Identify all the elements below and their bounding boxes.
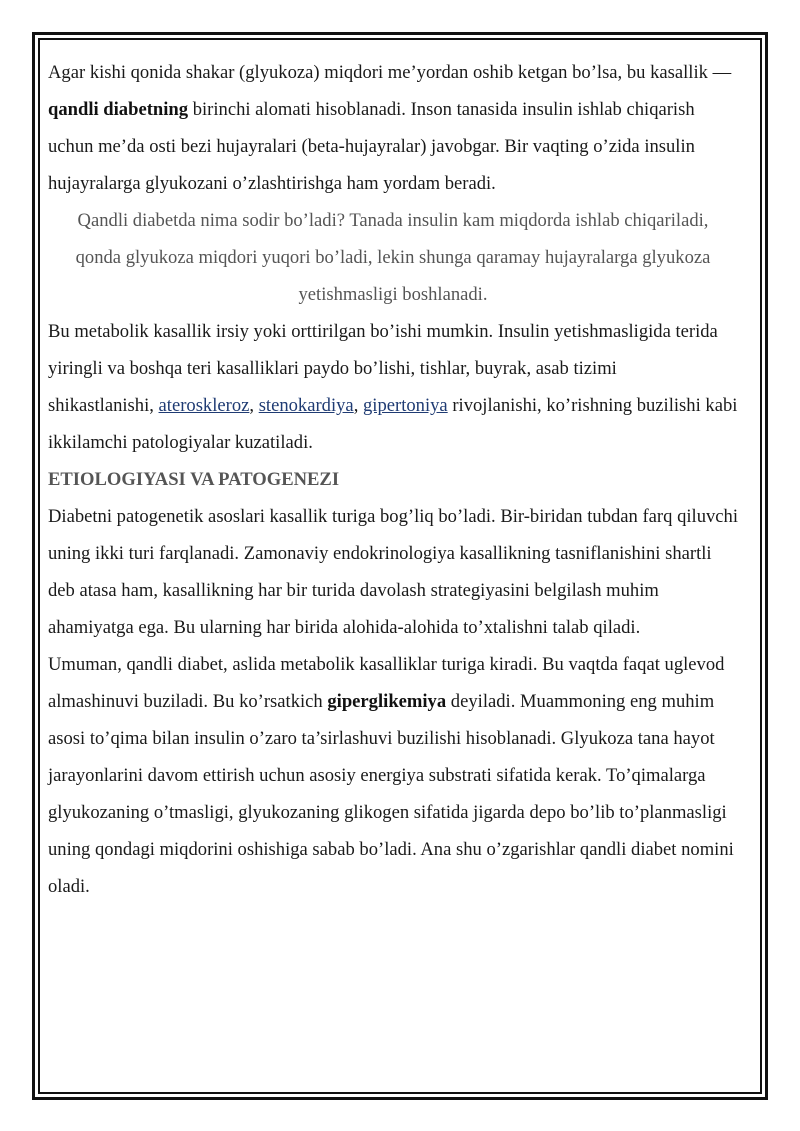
intro-text-end: birinchi alomati hisoblanadi. Inson tanasida insulin ishlab chiqarish uchun me’da osti bezi hujayralari (beta-hujayralar) javobgar. Bir vaqting o’zida insulin hujayralarga glyukozani o’zlashtirishga ham yordam beradi. [48,99,695,194]
paragraph-pathogenesis: Diabetni patogenetik asoslari kasallik turiga bog’liq bo’ladi. Bir-biridan tubdan farq qiluvchi uning ikki turi farqlanadi. Zamonaviy endokrinologiya kasallikning tasniflanishini shartli deb atasa ham, kasallikning har bir turida davolash strategiyasini belgilash muhim ahamiyatga ega. Bu ularning har birida alohida-alohida to’xtalishni talab qiladi. [48,506,739,638]
complications-text: Bu metabolik kasallik irsiy yoki orttirilgan bo’ishi mumkin. Insulin yetishmasligida terida yiringli va boshqa teri kasalliklari paydo bo’lishi, tishlar, buyrak, asab tizimi [48,321,718,379]
link-separator: , [249,395,259,416]
document-body [48,54,738,905]
intro-bold-term: qandli diabetning [48,99,189,120]
metabolism-text-end: deyiladi. Muammoning eng muhim asosi to’qima bilan insulin o’zaro ta’sirlashuvi buzilishi hisoblanadi. Glyukoza tana hayot jarayonlarini davom ettirish uchun asosiy energiya substrati sifatida kerak. To’qimalarga glyukozaning o’tmasligi, glyukozaning glikogen sifatida jigarda depo bo’lib to’planmasligi uning qondagi miqdorini oshishiga sabab bo’ladi. Ana shu o’zgarishlar qandli diabet nomini oladi. [48,691,734,897]
paragraph-intro [48,54,738,202]
complications-text-end: rivojlanishi, ko’rishning buzilishi kabi ikkilamchi patologiyalar kuzatiladi. [48,395,738,453]
metabolism-text-start: Umuman, qandli diabet, aslida metabolik kasalliklar turiga kiradi. Bu vaqtda faqat uglevod almashinuvi buziladi. Bu ko’rsatkich [48,654,725,712]
paragraph-metabolism [48,646,738,905]
intro-text-start: Agar kishi qonida shakar (glyukoza) miqdori me’yordan oshib ketgan bo’lsa, bu kasallik — [48,62,732,83]
complications-text-links-lead: shikastlanishi, [48,395,159,416]
metabolism-bold-term: giperglikemiya [327,691,447,712]
link-separator: , [353,395,363,416]
link-ateroskleroz[interactable]: ateroskleroz [158,395,250,416]
paragraph-complications [48,313,738,461]
link-gipertoniya[interactable]: gipertoniya [363,395,448,416]
quote-block: Qandli diabetda nima sodir bo’ladi? Tanada insulin kam miqdorda ishlab chiqariladi, qonda glyukoza miqdori yuqori bo’ladi, lekin shunga qaramay hujayralarga glyukoza yetishmasligi boshlanadi. [75,210,711,305]
section-heading: ETIOLOGIYASI VA PATOGENEZI [48,469,340,490]
link-stenokardiya[interactable]: stenokardiya [258,395,354,416]
